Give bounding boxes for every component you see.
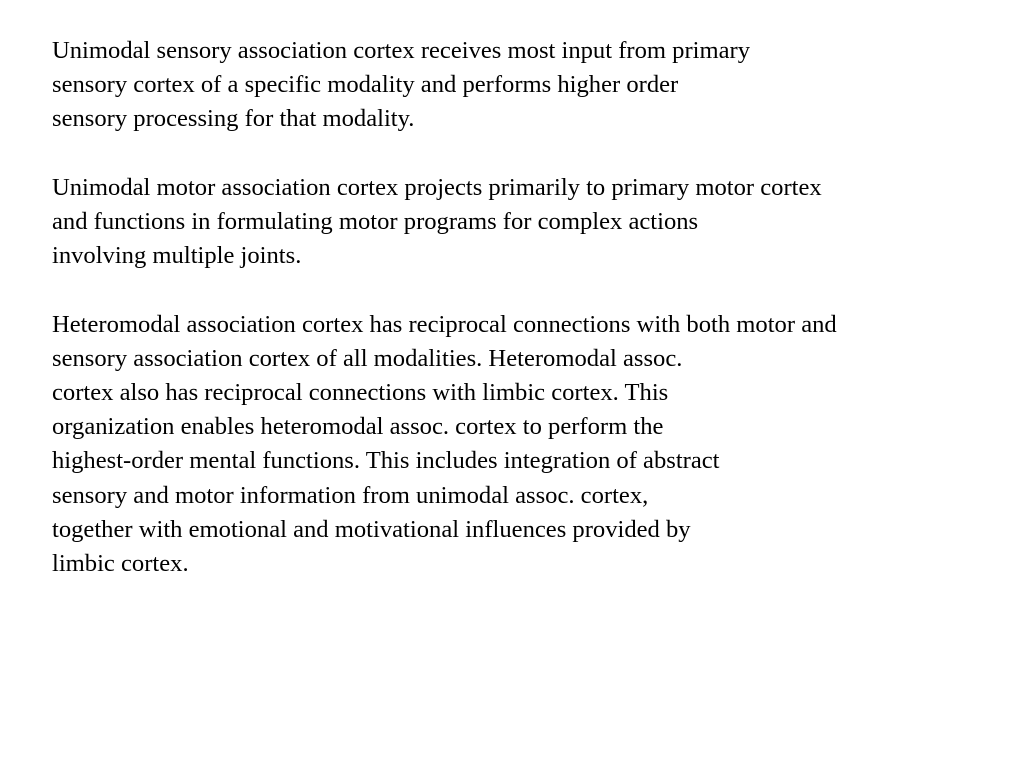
- paragraph-unimodal-motor: [52, 171, 1002, 274]
- text-line: together with emotional and motivational influences provided by: [52, 515, 691, 543]
- slide-body: [52, 34, 1002, 615]
- text-line: sensory processing for that modality.: [52, 105, 415, 133]
- paragraph-heteromodal: [52, 308, 1002, 582]
- text-line: and functions in formulating motor programs for complex actions: [52, 208, 699, 235]
- text-line: sensory cortex of a specific modality and performs higher order: [52, 71, 679, 99]
- text-line: organization enables heteromodal assoc. cortex to perform the: [52, 413, 664, 441]
- text-line: Unimodal motor association cortex projects primarily to primary motor cortex: [52, 173, 822, 201]
- text-line: sensory and motor information from unimodal assoc. cortex,: [52, 481, 649, 509]
- paragraph-unimodal-sensory: [52, 34, 1002, 137]
- text-line: Heteromodal association cortex has reciprocal connections with both motor and: [52, 310, 837, 338]
- text-line: involving multiple joints.: [52, 242, 302, 270]
- text-line: limbic cortex.: [52, 550, 189, 578]
- text-line: cortex also has reciprocal connections with limbic cortex. This: [52, 379, 669, 406]
- text-line: sensory association cortex of all modalities. Heteromodal assoc.: [52, 344, 683, 372]
- text-line: highest-order mental functions. This includes integration of abstract: [52, 447, 720, 475]
- text-line: Unimodal sensory association cortex receives most input from primary: [52, 37, 751, 64]
